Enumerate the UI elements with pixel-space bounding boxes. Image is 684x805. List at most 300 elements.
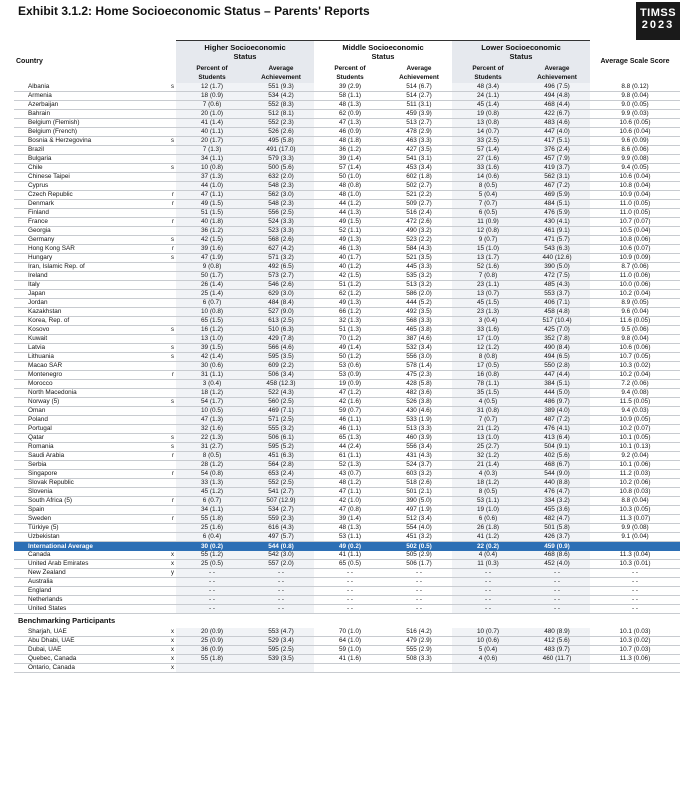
footnote-flag: r	[164, 515, 176, 524]
cell-mp: 48 (1.8)	[314, 137, 386, 146]
cell-mp: 46 (1.1)	[314, 425, 386, 434]
cell-lp: 13 (0.8)	[452, 119, 524, 128]
cell-ha: - -	[248, 587, 314, 596]
footnote-flag: r	[164, 497, 176, 506]
cell-lp: 4 (0.5)	[452, 398, 524, 407]
cell-lp: 6 (0.5)	[452, 209, 524, 218]
cell-la: 440 (8.8)	[524, 479, 590, 488]
middle-avg-header: Average Achievement	[399, 65, 439, 81]
cell-la: 504 (9.1)	[524, 443, 590, 452]
country-name: Cyprus	[14, 182, 164, 191]
cell-ha: 571 (2.5)	[248, 416, 314, 425]
cell-ma: 586 (2.0)	[386, 290, 452, 299]
cell-s: 10.6 (0.06)	[590, 344, 680, 353]
footnote-flag	[164, 587, 176, 596]
table-row	[14, 182, 680, 191]
table-row	[14, 245, 680, 254]
higher-pct-header: Percent of Students	[176, 63, 248, 83]
country-name: Portugal	[14, 425, 164, 434]
cell-la: 494 (4.8)	[524, 92, 590, 101]
cell-lp: 45 (1.4)	[452, 101, 524, 110]
cell-la: 496 (7.5)	[524, 83, 590, 92]
cell-la: 417 (5.1)	[524, 137, 590, 146]
cell-la: 468 (8.6)	[524, 551, 590, 560]
cell-lp: 21 (1.2)	[452, 425, 524, 434]
cell-ha: 469 (7.1)	[248, 407, 314, 416]
table-row	[14, 83, 680, 92]
cell-ha: 451 (6.3)	[248, 452, 314, 461]
cell-s: 10.3 (0.01)	[590, 560, 680, 569]
country-name: Finland	[14, 209, 164, 218]
cell-mp: 47 (0.8)	[314, 506, 386, 515]
cell-la: 553 (3.7)	[524, 290, 590, 299]
cell-mp: 40 (1.7)	[314, 254, 386, 263]
footnote-flag: s	[164, 137, 176, 146]
cell-mp: 48 (1.2)	[314, 479, 386, 488]
cell-s: 10.1 (0.05)	[590, 434, 680, 443]
cell-hp: 7 (0.6)	[176, 101, 248, 110]
cell-hp: 49 (1.5)	[176, 200, 248, 209]
cell-ha: 506 (3.4)	[248, 371, 314, 380]
table-row	[14, 425, 680, 434]
footnote-flag	[164, 506, 176, 515]
cell-ha: 544 (0.8)	[248, 542, 314, 551]
cell-ma: 603 (3.2)	[386, 470, 452, 479]
cell-mp: 59 (1.0)	[314, 646, 386, 655]
cell-lp: 14 (0.7)	[452, 128, 524, 137]
cell-s: 10.7 (0.07)	[590, 218, 680, 227]
cell-hp: 10 (0.8)	[176, 164, 248, 173]
country-name: Norway (5)	[14, 398, 164, 407]
middle-ses-header: Middle Socioeconomic Status	[314, 41, 452, 64]
cell-ha: 492 (6.5)	[248, 263, 314, 272]
country-name: Kosovo	[14, 326, 164, 335]
cell-lp: 15 (1.0)	[452, 245, 524, 254]
cell-s: 10.6 (0.05)	[590, 119, 680, 128]
cell-s: 9.8 (0.04)	[590, 92, 680, 101]
cell-hp: 20 (1.7)	[176, 137, 248, 146]
higher-avg-header: Average Achievement	[248, 63, 314, 83]
cell-la: 468 (4.4)	[524, 101, 590, 110]
cell-ma: 463 (3.3)	[386, 137, 452, 146]
cell-ha: 555 (3.2)	[248, 425, 314, 434]
table-row	[14, 434, 680, 443]
cell-s: 10.7 (0.05)	[590, 353, 680, 362]
cell-lp: 33 (2.5)	[452, 137, 524, 146]
table-row	[14, 209, 680, 218]
cell-lp: 12 (1.2)	[452, 344, 524, 353]
cell-s: 9.9 (0.08)	[590, 155, 680, 164]
cell-hp: - -	[176, 578, 248, 587]
cell-ha: 484 (8.4)	[248, 299, 314, 308]
footnote-flag	[164, 155, 176, 164]
cell-hp: 55 (1.2)	[176, 551, 248, 560]
cell-s: - -	[590, 605, 680, 614]
cell-s: 10.3 (0.02)	[590, 362, 680, 371]
footnote-flag: s	[164, 254, 176, 263]
cell-mp: 42 (1.0)	[314, 497, 386, 506]
cell-hp: 31 (2.7)	[176, 443, 248, 452]
cell-hp: 16 (1.2)	[176, 326, 248, 335]
table-row	[14, 362, 680, 371]
cell-la: 490 (8.4)	[524, 344, 590, 353]
cell-lp: 7 (0.7)	[452, 416, 524, 425]
cell-la: 455 (3.6)	[524, 506, 590, 515]
country-name: Montenegro	[14, 371, 164, 380]
country-name: Bahrain	[14, 110, 164, 119]
cell-s: 11.0 (0.05)	[590, 200, 680, 209]
cell-hp: 12 (1.7)	[176, 83, 248, 92]
cell-ma: - -	[386, 569, 452, 578]
cell-s: 10.2 (0.04)	[590, 290, 680, 299]
cell-hp: - -	[176, 569, 248, 578]
cell-ha: 510 (6.3)	[248, 326, 314, 335]
cell-mp: 43 (0.7)	[314, 470, 386, 479]
country-name: Serbia	[14, 461, 164, 470]
cell-lp: 11 (0.3)	[452, 560, 524, 569]
cell-s: 10.8 (0.06)	[590, 236, 680, 245]
cell-s: 10.6 (0.07)	[590, 245, 680, 254]
table-row	[14, 416, 680, 425]
cell-ma: 478 (2.9)	[386, 128, 452, 137]
cell-mp: 53 (0.9)	[314, 371, 386, 380]
cell-lp: 24 (1.1)	[452, 92, 524, 101]
cell-mp: - -	[314, 578, 386, 587]
scale-score-header: Average Scale Score	[600, 58, 670, 66]
footnote-flag: r	[164, 191, 176, 200]
cell-lp: 8 (0.5)	[452, 182, 524, 191]
cell-la: 461 (9.1)	[524, 227, 590, 236]
cell-ma: 508 (3.3)	[386, 655, 452, 664]
cell-ma: 511 (3.1)	[386, 101, 452, 110]
cell-la: 483 (9.7)	[524, 646, 590, 655]
cell-ma: 428 (5.8)	[386, 380, 452, 389]
table-row	[14, 655, 680, 664]
cell-s: 11.0 (0.05)	[590, 209, 680, 218]
country-name: Morocco	[14, 380, 164, 389]
cell-mp: - -	[314, 569, 386, 578]
table-row	[14, 407, 680, 416]
cell-lp: 8 (0.5)	[452, 488, 524, 497]
cell-la: 384 (5.1)	[524, 380, 590, 389]
cell-la: - -	[524, 578, 590, 587]
country-name: Iran, Islamic Rep. of	[14, 263, 164, 272]
footnote-flag	[164, 335, 176, 344]
footnote-flag: x	[164, 637, 176, 646]
cell-la: 459 (0.9)	[524, 542, 590, 551]
cell-mp: 61 (1.1)	[314, 452, 386, 461]
country-name: Dubai, UAE	[14, 646, 164, 655]
country-name: Albania	[14, 83, 164, 92]
table-row	[14, 488, 680, 497]
cell-mp: 52 (1.3)	[314, 461, 386, 470]
cell-mp: 47 (1.2)	[314, 389, 386, 398]
table-row	[14, 128, 680, 137]
cell-la: - -	[524, 587, 590, 596]
cell-s: - -	[590, 569, 680, 578]
footnote-flag	[164, 479, 176, 488]
cell-ma: 513 (3.3)	[386, 425, 452, 434]
cell-la: 485 (4.3)	[524, 281, 590, 290]
cell-hp: - -	[176, 587, 248, 596]
table-row	[14, 254, 680, 263]
cell-s: 8.8 (0.12)	[590, 83, 680, 92]
cell-s: 10.0 (0.06)	[590, 281, 680, 290]
cell-s: 10.2 (0.06)	[590, 479, 680, 488]
table-row	[14, 605, 680, 614]
cell-la: 458 (4.8)	[524, 308, 590, 317]
cell-hp: 10 (0.5)	[176, 407, 248, 416]
cell-ha: 562 (3.0)	[248, 191, 314, 200]
cell-s: 11.0 (0.06)	[590, 272, 680, 281]
footnote-flag	[164, 263, 176, 272]
cell-ma: 513 (2.7)	[386, 119, 452, 128]
cell-ha: 495 (5.8)	[248, 137, 314, 146]
cell-hp: 26 (1.4)	[176, 281, 248, 290]
cell-s: 11.3 (0.04)	[590, 551, 680, 560]
country-name: Netherlands	[14, 596, 164, 605]
cell-hp: 45 (1.2)	[176, 488, 248, 497]
cell-ma: 516 (4.2)	[386, 628, 452, 637]
cell-mp: 39 (1.4)	[314, 515, 386, 524]
cell-mp: 48 (1.0)	[314, 191, 386, 200]
footnote-flag	[164, 380, 176, 389]
cell-s: 10.1 (0.06)	[590, 461, 680, 470]
cell-ha: 632 (2.0)	[248, 173, 314, 182]
ses-table	[14, 40, 680, 673]
cell-ma: 526 (3.8)	[386, 398, 452, 407]
footnote-flag: s	[164, 344, 176, 353]
cell-la: 389 (4.0)	[524, 407, 590, 416]
cell-ha	[248, 664, 314, 673]
cell-hp: 31 (1.1)	[176, 371, 248, 380]
cell-s	[590, 664, 680, 673]
cell-ma: 505 (2.9)	[386, 551, 452, 560]
cell-s: 8.8 (0.04)	[590, 497, 680, 506]
cell-mp: 64 (1.0)	[314, 637, 386, 646]
cell-lp: 12 (0.8)	[452, 227, 524, 236]
cell-lp: - -	[452, 578, 524, 587]
cell-s: 7.2 (0.06)	[590, 380, 680, 389]
footnote-flag: s	[164, 236, 176, 245]
cell-la: 501 (5.8)	[524, 524, 590, 533]
cell-mp: 49 (1.5)	[314, 218, 386, 227]
footnote-flag	[164, 425, 176, 434]
cell-hp: 47 (1.1)	[176, 191, 248, 200]
cell-ma: - -	[386, 578, 452, 587]
cell-ma: 523 (2.2)	[386, 236, 452, 245]
cell-lp: 32 (1.2)	[452, 452, 524, 461]
footnote-flag	[164, 488, 176, 497]
cell-la: 476 (5.9)	[524, 209, 590, 218]
cell-hp: 13 (1.0)	[176, 335, 248, 344]
country-name: Belgium (Flemish)	[14, 119, 164, 128]
cell-lp: 53 (1.1)	[452, 497, 524, 506]
cell-la	[524, 664, 590, 673]
cell-ma: 533 (1.9)	[386, 416, 452, 425]
cell-la: 544 (9.0)	[524, 470, 590, 479]
cell-ha: 595 (2.5)	[248, 646, 314, 655]
cell-hp: 34 (1.1)	[176, 155, 248, 164]
cell-ha: 542 (3.0)	[248, 551, 314, 560]
table-row	[14, 101, 680, 110]
cell-la: 406 (7.1)	[524, 299, 590, 308]
table-row	[14, 398, 680, 407]
cell-ma: 475 (2.3)	[386, 371, 452, 380]
cell-hp: 6 (0.7)	[176, 497, 248, 506]
cell-hp: 22 (1.3)	[176, 434, 248, 443]
cell-hp: - -	[176, 605, 248, 614]
table-row	[14, 628, 680, 637]
cell-ha: 529 (3.4)	[248, 637, 314, 646]
cell-lp: 14 (0.6)	[452, 173, 524, 182]
table-row	[14, 344, 680, 353]
footnote-flag	[164, 128, 176, 137]
cell-hp: 42 (1.4)	[176, 353, 248, 362]
cell-ma: 431 (4.3)	[386, 452, 452, 461]
cell-ma: 390 (5.0)	[386, 497, 452, 506]
cell-hp: 44 (1.0)	[176, 182, 248, 191]
cell-la: - -	[524, 569, 590, 578]
footnote-flag: r	[164, 371, 176, 380]
cell-la: 476 (4.1)	[524, 425, 590, 434]
cell-s: - -	[590, 596, 680, 605]
cell-ma: 465 (3.8)	[386, 326, 452, 335]
cell-hp: 37 (1.3)	[176, 173, 248, 182]
cell-mp: 46 (1.3)	[314, 245, 386, 254]
cell-s: 9.9 (0.08)	[590, 524, 680, 533]
cell-hp: 18 (1.2)	[176, 389, 248, 398]
table-row	[14, 155, 680, 164]
cell-la: 467 (7.2)	[524, 182, 590, 191]
cell-lp: 13 (0.7)	[452, 290, 524, 299]
cell-hp: 6 (0.7)	[176, 299, 248, 308]
cell-ma: 497 (1.9)	[386, 506, 452, 515]
cell-ha: 616 (4.3)	[248, 524, 314, 533]
cell-ma: 514 (2.7)	[386, 92, 452, 101]
cell-mp: 40 (1.2)	[314, 263, 386, 272]
cell-ha: 551 (9.3)	[248, 83, 314, 92]
cell-ha: 557 (2.0)	[248, 560, 314, 569]
cell-la: 484 (5.1)	[524, 200, 590, 209]
cell-ha: 595 (5.2)	[248, 443, 314, 452]
cell-la: 480 (8.9)	[524, 628, 590, 637]
table-row	[14, 200, 680, 209]
cell-s: 10.9 (0.05)	[590, 416, 680, 425]
cell-ha: 524 (3.3)	[248, 218, 314, 227]
cell-s: 10.9 (0.09)	[590, 254, 680, 263]
cell-ha: 613 (2.5)	[248, 317, 314, 326]
page-title: Exhibit 3.1.2: Home Socioeconomic Status – Parents' Reports	[18, 4, 370, 18]
cell-ma: 513 (3.2)	[386, 281, 452, 290]
footnote-flag: s	[164, 398, 176, 407]
table-body	[14, 83, 680, 673]
cell-hp: 40 (1.8)	[176, 218, 248, 227]
cell-ha: 564 (2.8)	[248, 461, 314, 470]
table-row	[14, 461, 680, 470]
cell-lp: 5 (0.4)	[452, 191, 524, 200]
cell-s: 10.2 (0.07)	[590, 425, 680, 434]
cell-hp: 51 (1.5)	[176, 209, 248, 218]
cell-lp: 35 (1.5)	[452, 389, 524, 398]
cell-ma: 472 (2.6)	[386, 218, 452, 227]
cell-ma: 509 (2.7)	[386, 200, 452, 209]
cell-lp: 4 (0.3)	[452, 470, 524, 479]
cell-hp: 3 (0.4)	[176, 380, 248, 389]
country-name: Romania	[14, 443, 164, 452]
cell-lp: 31 (0.8)	[452, 407, 524, 416]
cell-hp: 6 (0.4)	[176, 533, 248, 542]
cell-mp: 59 (0.7)	[314, 407, 386, 416]
table-row	[14, 470, 680, 479]
cell-s: 10.7 (0.03)	[590, 646, 680, 655]
cell-hp	[176, 664, 248, 673]
cell-s: 11.5 (0.05)	[590, 398, 680, 407]
cell-ma: - -	[386, 587, 452, 596]
country-name: Latvia	[14, 344, 164, 353]
footnote-flag	[164, 146, 176, 155]
cell-la: 471 (5.7)	[524, 236, 590, 245]
cell-hp: 40 (1.1)	[176, 128, 248, 137]
table-row	[14, 533, 680, 542]
cell-lp: - -	[452, 596, 524, 605]
country-name: Spain	[14, 506, 164, 515]
cell-hp: 32 (1.6)	[176, 425, 248, 434]
cell-la: 543 (6.3)	[524, 245, 590, 254]
middle-pct-header: Percent of Students	[334, 65, 366, 81]
cell-ha: 629 (3.0)	[248, 290, 314, 299]
cell-la: - -	[524, 605, 590, 614]
table-row	[14, 218, 680, 227]
footnote-flag: r	[164, 218, 176, 227]
country-name: New Zealand	[14, 569, 164, 578]
table-row	[14, 335, 680, 344]
cell-mp: - -	[314, 596, 386, 605]
cell-la: 413 (6.4)	[524, 434, 590, 443]
table-row	[14, 236, 680, 245]
table-row	[14, 497, 680, 506]
cell-ma: 512 (3.4)	[386, 515, 452, 524]
table-row	[14, 578, 680, 587]
cell-mp: 52 (1.1)	[314, 227, 386, 236]
country-name: Oman	[14, 407, 164, 416]
cell-s: 8.6 (0.06)	[590, 146, 680, 155]
cell-mp: 47 (1.1)	[314, 488, 386, 497]
cell-ma: 541 (3.1)	[386, 155, 452, 164]
table-row	[14, 353, 680, 362]
footnote-flag	[164, 605, 176, 614]
cell-lp: 7 (0.7)	[452, 200, 524, 209]
table-row	[14, 146, 680, 155]
country-name: Qatar	[14, 434, 164, 443]
country-name: Armenia	[14, 92, 164, 101]
cell-ma: - -	[386, 596, 452, 605]
country-name: Lithuania	[14, 353, 164, 362]
footnote-flag	[164, 290, 176, 299]
cell-la: 472 (7.5)	[524, 272, 590, 281]
cell-la: 426 (3.7)	[524, 533, 590, 542]
cell-lp: 8 (0.8)	[452, 353, 524, 362]
cell-mp: - -	[314, 587, 386, 596]
cell-s: 8.7 (0.06)	[590, 263, 680, 272]
table-row	[14, 308, 680, 317]
cell-lp: 41 (1.2)	[452, 533, 524, 542]
footnote-flag: r	[164, 245, 176, 254]
cell-ha: 512 (8.1)	[248, 110, 314, 119]
country-name: Ontario, Canada	[14, 664, 164, 673]
cell-ha: - -	[248, 578, 314, 587]
table-row	[14, 389, 680, 398]
